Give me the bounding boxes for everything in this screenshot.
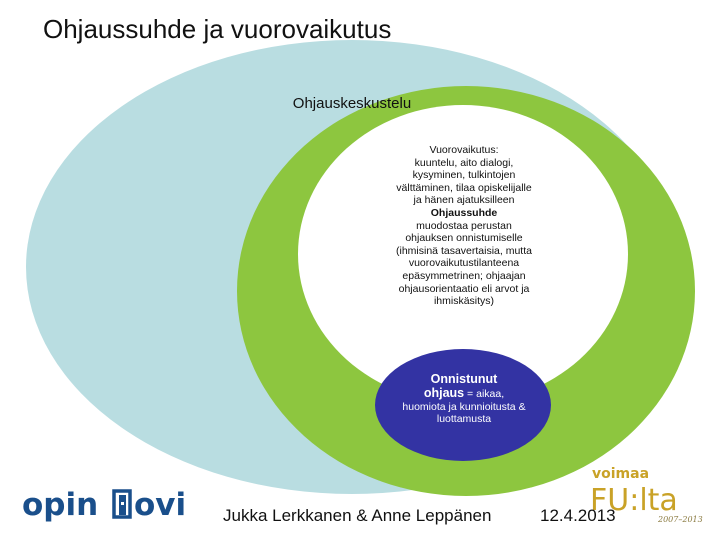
door-icon bbox=[114, 491, 130, 517]
fu-logo-top-text: voimaa bbox=[592, 466, 650, 482]
ohjaussuhde-text: muodostaa perustan ohjauksen onnistumiselle (ihmisinä tasavertaisia, mutta vuorovaikutustilanteena epäsymmetrinen; ohjaajan ohjausorientaatio eli arvot ja ihmiskäsitys) bbox=[396, 219, 532, 308]
onnistunut-ohjaus-text: huomiota ja kunnioitusta & luottamusta bbox=[402, 400, 526, 425]
footer-authors: Jukka Lerkkanen & Anne Leppänen bbox=[223, 506, 492, 525]
vuorovaikutus-text: kuuntelu, aito dialogi, kysyminen, tulkintojen välttäminen, tilaa opiskelijalle ja hänen ajatuksilleen bbox=[396, 156, 532, 207]
opinovi-logo bbox=[22, 482, 192, 528]
footer-date: 12.4.2013 bbox=[540, 506, 616, 525]
fu-logo-main-text: FU:lta bbox=[590, 483, 678, 518]
slide-title: Ohjaussuhde ja vuorovaikutus bbox=[43, 14, 392, 44]
opinovi-logo-part1: opin bbox=[22, 487, 99, 523]
vuorovaikutus-heading: Vuorovaikutus: bbox=[429, 144, 499, 156]
onnistunut-ohjaus-text-block bbox=[395, 372, 533, 426]
ohjaus-heading: ohjaus bbox=[423, 386, 465, 400]
ohjaus-aikaa-text: = aikaa, bbox=[464, 388, 505, 400]
opinovi-logo-part2: ovi bbox=[134, 487, 187, 523]
vuorovaikutus-text-block bbox=[393, 144, 535, 308]
fu-logo-years: 2007–2013 bbox=[658, 515, 703, 524]
ohjaussuhde-heading: Ohjaussuhde bbox=[430, 206, 498, 219]
ohjaus-line bbox=[395, 386, 533, 401]
ohjauskeskustelu-label: Ohjauskeskustelu bbox=[292, 95, 412, 112]
onnistunut-heading: Onnistunut bbox=[430, 372, 498, 386]
